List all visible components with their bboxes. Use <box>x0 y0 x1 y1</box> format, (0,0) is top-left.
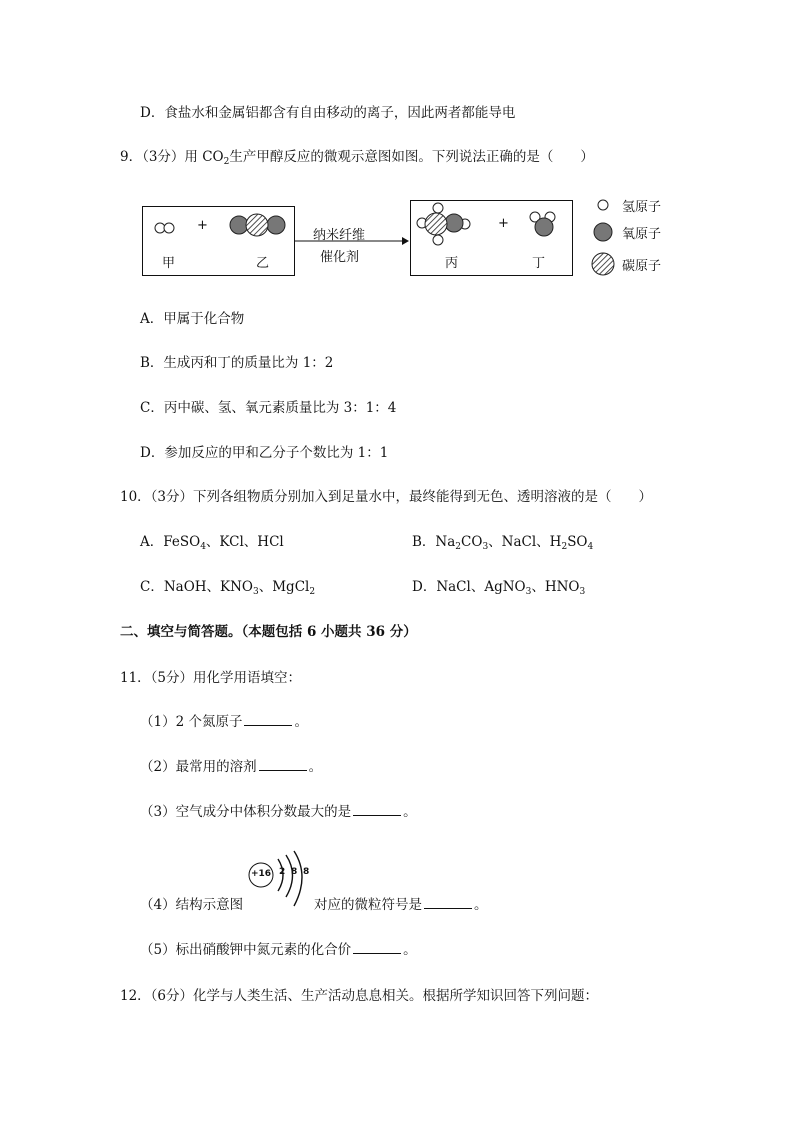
co2-molecule <box>230 214 285 236</box>
q10-b-part: CO <box>461 534 483 550</box>
q10-b-sub: 3 <box>482 542 489 552</box>
plus-sign-right: + <box>498 216 509 231</box>
question-12-stem: 12．（6分）化学与人类生活、生产活动息息相关。根据所学知识回答下列问题： <box>120 988 599 1004</box>
legend-hydrogen-label: 氢原子 <box>622 200 662 215</box>
methanol-molecule <box>417 203 470 245</box>
q11-sub-1 <box>140 713 308 731</box>
q10-b-sub: 2 <box>455 542 462 552</box>
legend-carbon-label: 碳原子 <box>622 259 662 274</box>
q11-s2-text: （2）最常用的溶剂 <box>140 759 257 775</box>
period: 。 <box>294 714 308 730</box>
legend-oxygen-symbol <box>594 223 612 241</box>
label-bing: 丙 <box>445 256 459 271</box>
shell-2-electrons: 8 <box>291 867 298 877</box>
q10-a-part: 、KCl、HCl <box>205 534 284 550</box>
nucleus-charge: +16 <box>251 869 272 879</box>
question-10-stem: 10．（3分）下列各组物质分别加入到足量水中，最终能得到无色、透明溶液的是（ ） <box>120 489 653 505</box>
q9-option-b: B．生成丙和丁的质量比为 1：2 <box>140 355 334 371</box>
period: 。 <box>474 897 488 913</box>
label-jia: 甲 <box>162 256 176 271</box>
answer-blank[interactable] <box>259 758 307 771</box>
water-molecule <box>530 212 555 236</box>
q10-b-sub: 4 <box>587 542 594 552</box>
q11-s1-text: （1）2 个氮原子 <box>140 714 243 730</box>
q10-b-part: SO <box>567 534 588 550</box>
q11-sub-2 <box>140 758 322 776</box>
legend-hydrogen-symbol <box>598 200 608 210</box>
q10-option-c <box>140 578 315 596</box>
answer-blank[interactable] <box>244 713 292 726</box>
period: 。 <box>403 804 417 820</box>
q11-s5-text: （5）标出硝酸钾中氮元素的化合价 <box>140 942 352 958</box>
q10-a-sub: 4 <box>200 542 206 552</box>
q11-sub-4-pre: （4）结构示意图 <box>140 897 244 913</box>
shell-1-electrons: 2 <box>279 867 286 877</box>
q10-b-part: B．Na <box>412 534 456 550</box>
q9-stem-sub: 2 <box>223 157 230 167</box>
q10-d-sub: 3 <box>579 587 586 597</box>
q10-d-part: D．NaCl、AgNO <box>412 579 526 595</box>
answer-blank[interactable] <box>353 941 401 954</box>
answer-blank[interactable] <box>424 896 472 909</box>
q10-d-sub: 3 <box>525 587 532 597</box>
period: 。 <box>403 942 417 958</box>
reaction-diagram <box>140 190 700 282</box>
label-ding: 丁 <box>532 256 546 271</box>
arrow-label-top: 纳米纤维 <box>313 228 366 243</box>
q11-sub-4-post <box>314 896 488 914</box>
q10-d-part: 、HNO <box>531 579 580 595</box>
question-9-stem <box>120 148 594 166</box>
q10-option-b <box>412 533 593 551</box>
answer-blank[interactable] <box>353 803 401 816</box>
q10-option-d <box>412 578 585 596</box>
q10-c-sub: 3 <box>253 587 259 597</box>
q9-stem-post: 生产甲醇反应的微观示意图如图。下列说法正确的是（ ） <box>229 149 594 165</box>
q9-option-a: A．甲属于化合物 <box>140 311 245 327</box>
molecule-drawings <box>140 190 700 282</box>
q10-c-part: C．NaOH、KNO <box>140 579 253 595</box>
q9-stem-pre: 9．（3分）用 CO <box>120 149 224 165</box>
option-d-previous: D．食盐水和金属铝都含有自由移动的离子，因此两者都能导电 <box>140 105 516 121</box>
atomic-structure-drawing <box>244 850 314 912</box>
q11-sub-5 <box>140 941 417 959</box>
period: 。 <box>308 759 323 775</box>
q10-a-part: A．FeSO <box>140 534 201 550</box>
legend-oxygen-label: 氧原子 <box>622 227 662 242</box>
plus-sign-left: + <box>197 218 208 233</box>
legend-carbon-symbol <box>592 253 614 275</box>
shell-3-electrons: 8 <box>303 867 310 877</box>
q9-option-c: C．丙中碳、氢、氧元素质量比为 3：1：4 <box>140 400 397 416</box>
q10-b-part: 、NaCl、H <box>488 534 562 550</box>
q10-option-a <box>140 533 284 551</box>
q11-s4-text: 对应的微粒符号是 <box>314 897 422 913</box>
arrow-label-bottom: 催化剂 <box>320 250 360 265</box>
q10-c-sub: 2 <box>309 587 316 597</box>
q10-b-sub: 2 <box>561 542 568 552</box>
label-yi: 乙 <box>256 256 270 271</box>
atomic-structure-diagram <box>244 850 314 912</box>
q10-c-part: 、MgCl <box>258 579 310 595</box>
section-2-heading: 二、填空与简答题。（本题包括 6 小题共 36 分） <box>120 624 417 640</box>
q11-sub-3 <box>140 803 417 821</box>
question-11-stem: 11．（5分）用化学用语填空： <box>120 670 302 686</box>
q11-s3-text: （3）空气成分中体积分数最大的是 <box>140 804 352 820</box>
h2-molecule <box>155 223 174 233</box>
q9-option-d: D．参加反应的甲和乙分子个数比为 1：1 <box>140 445 389 461</box>
